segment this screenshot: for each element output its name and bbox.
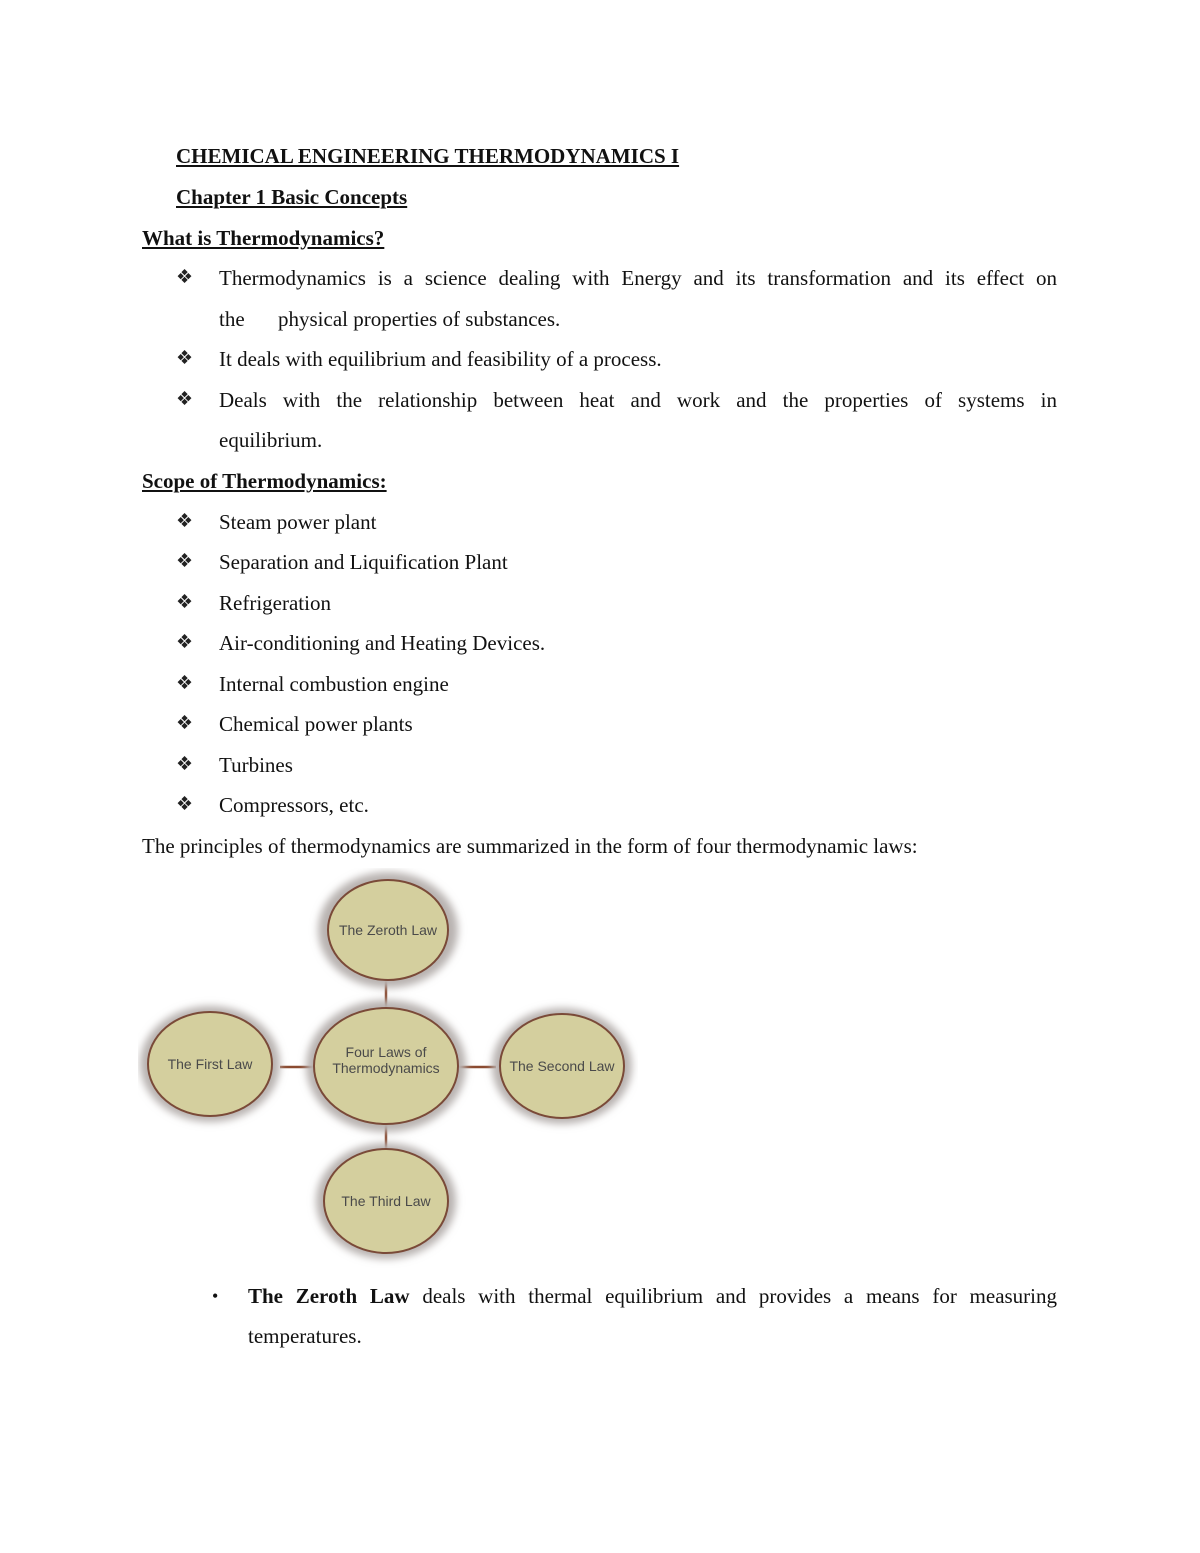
scope-list-item: Refrigeration — [219, 591, 331, 615]
bullet-dot-icon: • — [212, 1286, 219, 1306]
zeroth-law-paragraph-line1 — [248, 1283, 1057, 1309]
paragraph-bullet-2: It deals with equilibrium and feasibility of a process. — [219, 347, 662, 371]
section-heading-scope: Scope of Thermodynamics: — [142, 469, 387, 493]
label-second-law: The Second Law — [509, 1058, 615, 1074]
paragraph-bullet-1-line1: Thermodynamics is a science dealing with Energy and its transformation and its effect on — [219, 266, 1057, 290]
paragraph-bullet-1-line2a: the — [219, 307, 245, 331]
bullet-icon: ❖ — [176, 348, 194, 369]
document-title: CHEMICAL ENGINEERING THERMODYNAMICS I — [176, 144, 680, 168]
scope-list-item: Turbines — [219, 753, 293, 777]
scope-list-item: Internal combustion engine — [219, 672, 449, 696]
scope-list-item: Steam power plant — [219, 510, 377, 534]
bullet-icon: ❖ — [176, 713, 194, 734]
scope-list-item: Separation and Liquification Plant — [219, 550, 508, 574]
section-heading-what-is: What is Thermodynamics? — [142, 226, 385, 250]
chapter-heading: Chapter 1 Basic Concepts — [176, 185, 408, 209]
bullet-icon: ❖ — [176, 551, 194, 572]
laws-intro-paragraph: The principles of thermodynamics are summarized in the form of four thermodynamic laws: — [142, 834, 918, 858]
four-laws-diagram — [138, 868, 638, 1268]
scope-list-item: Chemical power plants — [219, 712, 413, 736]
scope-list-item: Compressors, etc. — [219, 793, 369, 817]
bullet-icon: ❖ — [176, 511, 194, 532]
label-third-law: The Third Law — [341, 1193, 431, 1209]
bullet-icon: ❖ — [176, 673, 194, 694]
label-zeroth-law: The Zeroth Law — [338, 922, 438, 938]
scope-list-item: Air-conditioning and Heating Devices. — [219, 631, 546, 655]
zeroth-law-term: The Zeroth Law — [248, 1284, 410, 1308]
bullet-icon: ❖ — [176, 754, 194, 775]
zeroth-law-description: deals with thermal equilibrium and provides a means for measuring — [422, 1284, 1058, 1308]
bullet-icon: ❖ — [176, 267, 194, 288]
bullet-icon: ❖ — [176, 592, 194, 613]
zeroth-law-paragraph-line2: temperatures. — [248, 1324, 362, 1348]
bullet-icon: ❖ — [176, 389, 194, 410]
paragraph-bullet-3-line2: equilibrium. — [219, 428, 323, 452]
bullet-icon: ❖ — [176, 794, 194, 815]
label-four-laws-line1: Four Laws of — [345, 1044, 427, 1060]
bullet-icon: ❖ — [176, 632, 194, 653]
label-first-law: The First Law — [167, 1056, 253, 1072]
label-four-laws-line2: Thermodynamics — [332, 1060, 440, 1076]
paragraph-bullet-1-line2b: physical properties of substances. — [278, 307, 561, 331]
paragraph-bullet-3-line1: Deals with the relationship between heat and work and the properties of systems in — [219, 388, 1057, 412]
